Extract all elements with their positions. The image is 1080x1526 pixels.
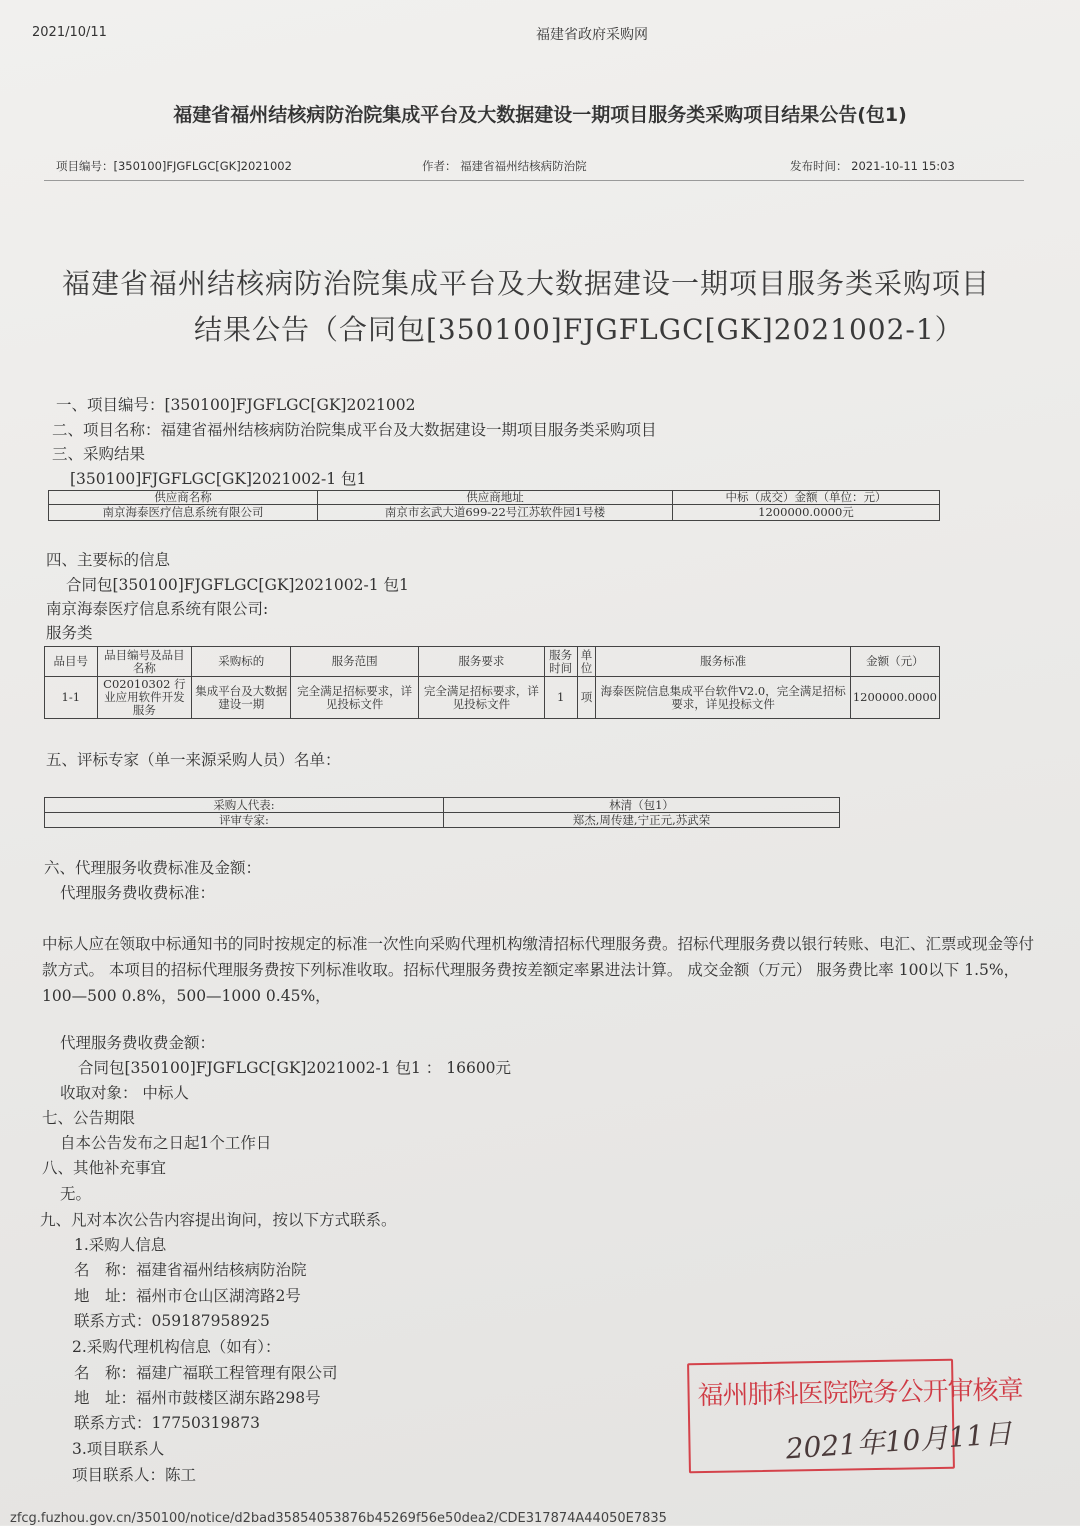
subject-item-name: C02010302 行业应用软件开发服务 xyxy=(97,677,192,719)
agency-heading: 2.采购代理机构信息（如有）： xyxy=(72,1338,281,1356)
footer-url: zfcg.fuzhou.gov.cn/350100/notice/d2bad35854053876b45269f56e50dea2/CDE317874A44050E7835 xyxy=(10,1511,667,1526)
site-name: 福建省政府采购网 xyxy=(536,27,648,43)
section6-fee-label: 代理服务费收费金额： xyxy=(60,1034,216,1052)
subject-standard: 海泰医院信息集成平台软件V2.0，完全满足招标要求，详见投标文件 xyxy=(596,677,850,719)
section7-heading: 七、公告期限 xyxy=(42,1109,136,1127)
subject-col-target: 采购标的 xyxy=(192,647,291,677)
subject-col-standard: 服务标准 xyxy=(596,647,850,677)
section6-charge-target: 收取对象： 中标人 xyxy=(60,1084,189,1102)
expert-label-reviewers: 评审专家: xyxy=(45,813,444,828)
section8-content: 无。 xyxy=(60,1185,92,1203)
subject-target: 集成平台及大数据建设一期 xyxy=(192,677,291,719)
section3-heading: 三、采购结果 xyxy=(52,445,146,463)
agency-name: 名 称：福建广福联工程管理有限公司 xyxy=(74,1364,338,1382)
main-title-line2: 结果公告（合同包[350100]FJGFLGC[GK]2021002-1） xyxy=(194,313,964,346)
subject-amount: 1200000.0000 xyxy=(850,677,939,719)
project-number-meta: 项目编号：[350100]FJGFLGC[GK]2021002 xyxy=(56,159,292,173)
result-col-supplier: 供应商名称 xyxy=(49,491,318,505)
subject-col-item-no: 品目号 xyxy=(45,647,98,677)
section3-package: [350100]FJGFLGC[GK]2021002-1 包1 xyxy=(70,470,367,488)
subject-col-unit: 单位 xyxy=(577,647,596,677)
subject-time: 1 xyxy=(544,677,577,719)
purchaser-address: 地 址：福州市仓山区湖湾路2号 xyxy=(74,1287,301,1305)
subject-col-time: 服务时间 xyxy=(544,647,577,677)
subject-requirement: 完全满足招标要求，详见投标文件 xyxy=(418,677,544,719)
subject-unit: 项 xyxy=(577,677,596,719)
result-table xyxy=(48,490,940,521)
section1-project-number: 一、项目编号：[350100]FJGFLGC[GK]2021002 xyxy=(56,396,416,414)
section6-heading: 六、代理服务收费标准及金额： xyxy=(44,859,262,877)
project-contact-heading: 3.项目联系人 xyxy=(72,1440,165,1458)
purchaser-heading: 1.采购人信息 xyxy=(74,1236,167,1254)
section9-heading: 九、凡对本次公告内容提出询问，按以下方式联系。 xyxy=(40,1211,397,1229)
subject-scope: 完全满足招标要求，详见投标文件 xyxy=(291,677,419,719)
section8-heading: 八、其他补充事宜 xyxy=(42,1159,167,1177)
section4-heading: 四、主要标的信息 xyxy=(46,551,171,569)
author-meta: 作者： 福建省福州结核病防治院 xyxy=(422,159,587,173)
result-col-amount: 中标（成交）金额（单位：元） xyxy=(673,491,940,505)
section6-subheading: 代理服务费收费标准： xyxy=(60,884,216,902)
result-address: 南京市玄武大道699-22号江苏软件园1号楼 xyxy=(318,505,673,521)
main-title-line1: 福建省福州结核病防治院集成平台及大数据建设一期项目服务类采购项目 xyxy=(62,267,991,300)
stamp-text: 福州肺科医院院务公开审核章 xyxy=(697,1375,1023,1412)
subject-item-no: 1-1 xyxy=(45,677,98,719)
result-amount: 1200000.0000元 xyxy=(673,505,940,521)
approval-stamp xyxy=(687,1359,1023,1474)
section4-supplier: 南京海泰医疗信息系统有限公司: xyxy=(46,600,269,618)
agency-address: 地 址：福州市鼓楼区湖东路298号 xyxy=(74,1389,321,1407)
notice-title: 福建省福州结核病防治院集成平台及大数据建设一期项目服务类采购项目结果公告(包1) xyxy=(173,104,907,126)
subject-col-item-name: 品目编号及品目名称 xyxy=(97,647,192,677)
section6-fee-value: 合同包[350100]FJGFLGC[GK]2021002-1 包1 ： 16600元 xyxy=(78,1059,512,1077)
expert-label-representative: 采购人代表: xyxy=(45,798,444,813)
expert-value-reviewers: 郑杰,周传建,宁正元,苏武荣 xyxy=(444,813,840,828)
stamp-handwritten-date: 2021年10月11日 xyxy=(784,1416,1013,1466)
subject-col-scope: 服务范围 xyxy=(291,647,419,677)
result-supplier: 南京海泰医疗信息系统有限公司 xyxy=(49,505,318,521)
section4-package: 合同包[350100]FJGFLGC[GK]2021002-1 包1 xyxy=(66,576,409,594)
section6-paragraph: 中标人应在领取中标通知书的同时按规定的标准一次性向采购代理机构缴清招标代理服务费。招标代理服务费以银行转账、电汇、汇票或现金等付款方式。 本项目的招标代理服务费按下列标准收取。招标代理服务费按差额定率累进法计算。 成交金额（万元） 服务费比率 100以下 1.5%，100—500 0.8%，500—1000 0.45%， xyxy=(42,935,1035,1005)
project-contact: 项目联系人：陈工 xyxy=(72,1466,197,1484)
print-date: 2021/10/11 xyxy=(32,25,107,40)
section4-category: 服务类 xyxy=(46,624,93,642)
expert-value-representative: 林清（包1） xyxy=(444,798,840,813)
section5-heading: 五、评标专家（单一来源采购人员）名单： xyxy=(46,751,341,769)
agency-contact: 联系方式：17750319873 xyxy=(74,1414,260,1432)
section2-project-name: 二、项目名称：福建省福州结核病防治院集成平台及大数据建设一期项目服务类采购项目 xyxy=(52,421,657,439)
header-divider xyxy=(44,180,1024,181)
subject-table xyxy=(44,646,940,719)
subject-col-requirement: 服务要求 xyxy=(418,647,544,677)
purchaser-name: 名 称：福建省福州结核病防治院 xyxy=(74,1261,307,1279)
result-col-address: 供应商地址 xyxy=(318,491,673,505)
purchaser-contact: 联系方式：059187958925 xyxy=(74,1312,270,1330)
publish-time-meta: 发布时间： 2021-10-11 15:03 xyxy=(790,159,955,173)
subject-col-amount: 金额（元） xyxy=(850,647,939,677)
section7-content: 自本公告发布之日起1个工作日 xyxy=(60,1134,272,1152)
expert-table xyxy=(44,797,840,828)
